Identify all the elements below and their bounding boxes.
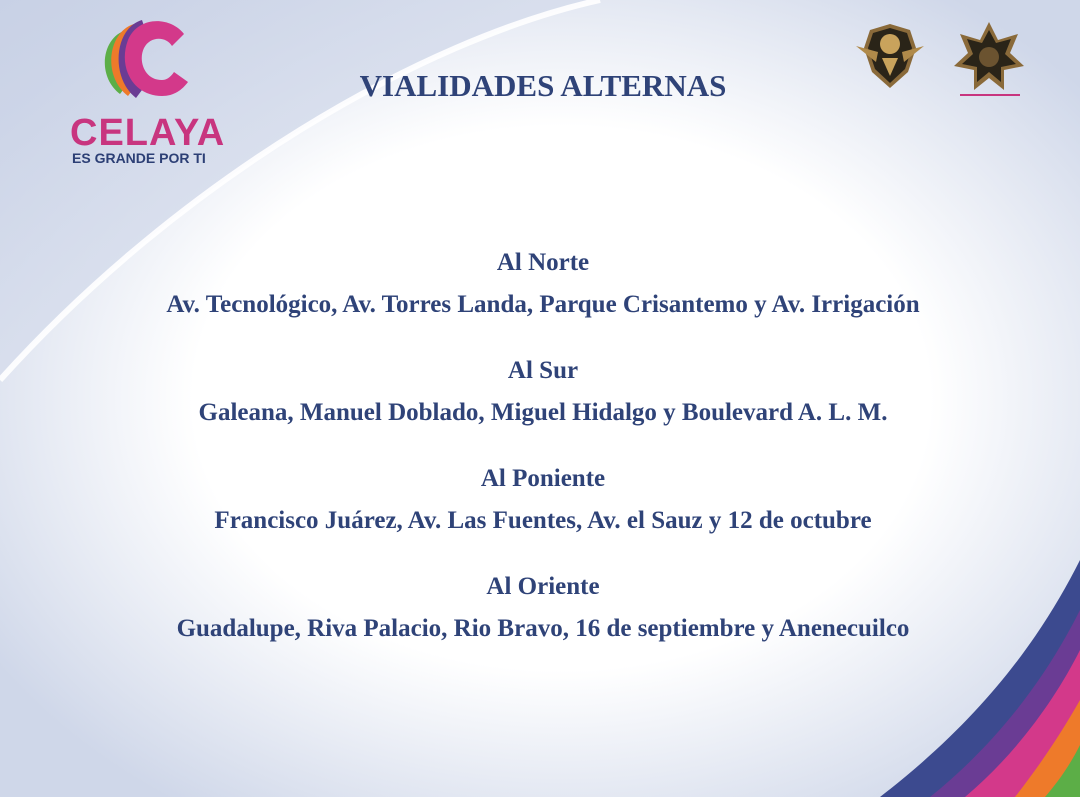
route-sur: [0, 356, 1080, 428]
route-norte: [0, 248, 1080, 320]
route-heading: Al Sur: [507, 357, 579, 384]
route-streets: Galeana, Manuel Doblado, Miguel Hidalgo y Boulevard A. L. M.: [198, 399, 888, 426]
route-streets: Av. Tecnológico, Av. Torres Landa, Parque Crisantemo y Av. Irrigación: [166, 291, 920, 318]
route-poniente: [0, 464, 1080, 536]
brand-name: CELAYA: [70, 112, 226, 154]
route-heading: Al Poniente: [480, 465, 606, 492]
sscu-eagle-emblem-icon: [852, 18, 928, 94]
route-heading: Al Oriente: [486, 573, 600, 600]
brand-tagline: ES GRANDE POR TI: [72, 150, 206, 166]
emblem-underline: [960, 94, 1020, 96]
route-oriente: [0, 572, 1080, 644]
police-star-badge-icon: [952, 20, 1026, 94]
page-title: VIALIDADES ALTERNAS: [359, 68, 727, 103]
route-heading: Al Norte: [496, 249, 590, 276]
route-streets: Guadalupe, Riva Palacio, Rio Bravo, 16 de septiembre y Anenecuilco: [176, 615, 910, 642]
routes-list: [0, 248, 1080, 644]
route-streets: Francisco Juárez, Av. Las Fuentes, Av. el Sauz y 12 de octubre: [214, 507, 872, 534]
